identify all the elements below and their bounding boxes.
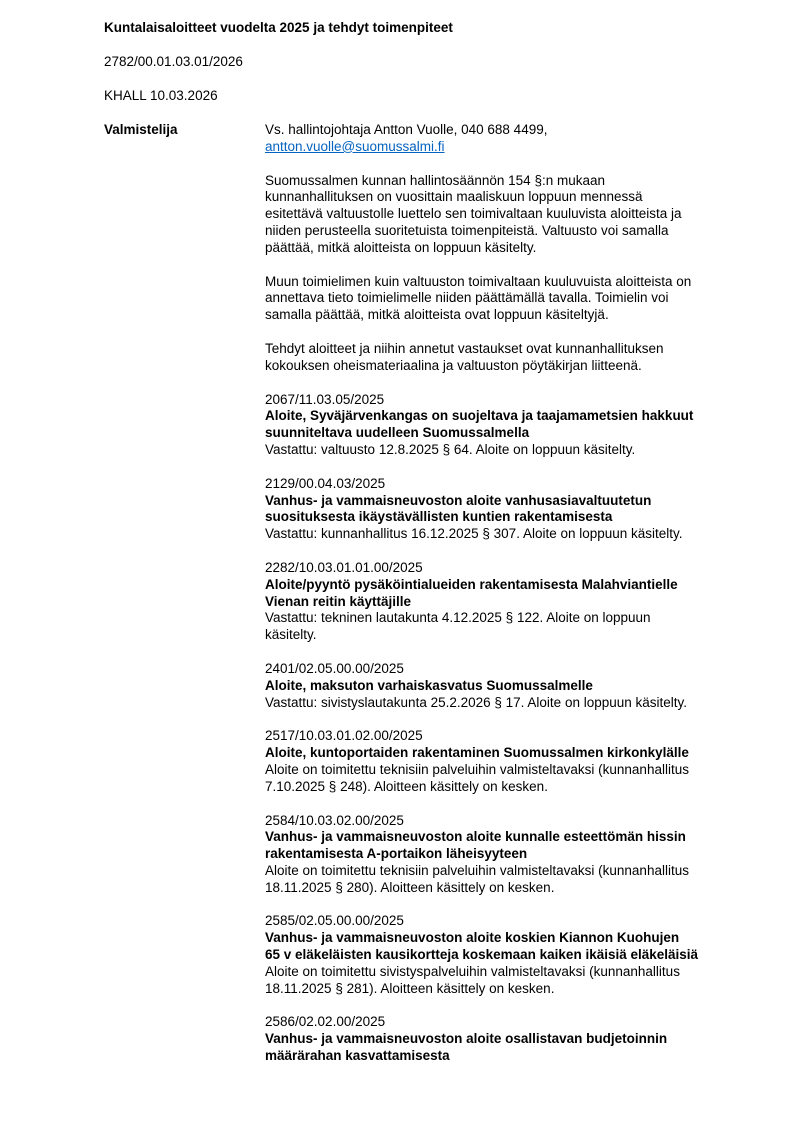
initiative-item [265,392,745,459]
initiative-response-line: Aloite on toimitettu teknisiin palveluihin valmisteltavaksi (kunnanhallitus [265,862,689,878]
initiative-title-line: Vanhus- ja vammaisneuvoston aloite koskien Kiannon Kuohujen [265,930,680,946]
initiative-number: 2067/11.03.05/2025 [265,391,385,407]
initiative-title-line: Vanhus- ja vammaisneuvoston aloite kunnalle esteettömän hissin [265,829,686,845]
initiative-item [265,560,745,644]
document-body [265,122,745,1082]
paragraph-line: Tehdyt aloitteet ja niihin annetut vastaukset ovat kunnanhallituksen [265,340,664,356]
initiative-title [265,745,745,762]
initiative-number: 2129/00.04.03/2025 [265,475,386,491]
intro-paragraph [265,341,745,375]
initiative-title [265,493,745,527]
initiative-response [265,610,745,644]
initiative-title-line: Vanhus- ja vammaisneuvoston aloite vanhusasiavaltuutetun [265,492,652,508]
initiative-title [265,1031,745,1065]
preparer-info [265,122,745,156]
initiative-number: 2586/02.02.00/2025 [265,1014,386,1030]
initiative-item [265,476,745,543]
initiative-response [265,762,745,796]
initiative-title-line: Aloite, kuntoportaiden rakentaminen Suomussalmen kirkonkylälle [265,745,689,761]
initiative-title-line: määrärahan kasvattamisesta [265,1048,450,1064]
paragraph-line: niiden perusteella suoritetuista toimenpiteistä. Valtuusto voi samalla [265,222,669,238]
initiative-number: 2401/02.05.00.00/2025 [265,660,404,676]
initiative-response [265,695,745,712]
initiative-title-line: Aloite, maksuton varhaiskasvatus Suomussalmelle [265,677,593,693]
initiative-title-line: Aloite, Syväjärvenkangas on suojeltava ja taajamametsien hakkuut [265,408,694,424]
initiative-title-line: Vanhus- ja vammaisneuvoston aloite osallistavan budjetoinnin [265,1031,668,1047]
initiative-number: 2584/10.03.02.00/2025 [265,812,404,828]
paragraph-line: päättää, mitkä aloitteista on loppuun käsitelty. [265,239,537,255]
initiative-response-line: Vastattu: sivistyslautakunta 25.2.2026 § 17. Aloite on loppuun käsitelty. [265,694,688,710]
document-number: 2782/00.01.03.01/2026 [104,54,243,69]
initiative-title [265,678,745,695]
initiative-response [265,442,745,459]
paragraph-line: Muun toimielimen kuin valtuuston toimivaltaan kuuluvuista aloitteista on [265,273,692,289]
intro-paragraph [265,173,745,257]
initiative-response-line: 7.10.2025 § 248). Aloitteen käsittely on kesken. [265,778,548,794]
initiative-title-line: suunniteltava uudelleen Suomussalmella [265,425,530,441]
initiative-response [265,526,745,543]
initiative-title-line: 65 v eläkeläisten kausikortteja koskemaan kaiken ikäisiä eläkeläisiä [265,947,699,963]
initiative-title [265,930,745,964]
initiative-item [265,728,745,795]
initiative-title [265,577,745,611]
initiative-number: 2517/10.03.01.02.00/2025 [265,728,423,744]
initiative-item [265,913,745,997]
intro-paragraph [265,274,745,324]
meeting-reference: KHALL 10.03.2026 [104,88,218,103]
preparer-name-phone: Vs. hallintojohtaja Antton Vuolle, 040 688 4499, [265,122,548,137]
initiative-response [265,863,745,897]
preparer-email-link[interactable]: antton.vuolle@suomussalmi.fi [265,138,445,154]
initiative-response-line: Aloite on toimitettu sivistyspalveluihin valmisteltavaksi (kunnanhallitus [265,963,680,979]
initiative-title-line: rakentamisesta A-portaikon läheisyyteen [265,846,528,862]
initiative-title [265,829,745,863]
initiative-response-line: Vastattu: kunnanhallitus 16.12.2025 § 307. Aloite on loppuun käsitelty. [265,526,683,542]
initiatives-list [265,392,745,1065]
initiative-response-line: Aloite on toimitettu teknisiin palveluihin valmisteltavaksi (kunnanhallitus [265,761,689,777]
paragraph-line: Suomussalmen kunnan hallintosäännön 154 §:n mukaan [265,172,605,188]
initiative-title-line: Aloite/pyyntö pysäköintialueiden rakentamisesta Malahviantielle [265,576,678,592]
initiative-response-line: 18.11.2025 § 281). Aloitteen käsittely on kesken. [265,980,555,996]
initiative-title-line: suosituksesta ikäystävällisten kuntien rakentamisesta [265,509,613,525]
initiative-item [265,813,745,897]
paragraph-line: annettava tieto toimielimelle niiden päättämällä tavalla. Toimielin voi [265,290,669,306]
paragraph-line: esitettävä valtuustolle luettelo sen toimivaltaan kuuluvista aloitteista ja [265,206,682,222]
initiative-response [265,964,745,998]
paragraph-line: kokouksen oheismateriaalina ja valtuuston pöytäkirjan liitteenä. [265,357,642,373]
initiative-number: 2585/02.05.00.00/2025 [265,913,404,929]
initiative-response-line: 18.11.2025 § 280). Aloitteen käsittely on kesken. [265,879,555,895]
document-title: Kuntalaisaloitteet vuodelta 2025 ja tehdyt toimenpiteet [104,20,453,35]
preparer-label: Valmistelija [104,122,178,137]
paragraph-line: kunnanhallituksen on vuosittain maaliskuun loppuun mennessä [265,189,643,205]
paragraph-line: samalla päättää, mitkä aloitteista ovat loppuun käsiteltyjä. [265,307,609,323]
initiative-response-line: Vastattu: valtuusto 12.8.2025 § 64. Aloite on loppuun käsitelty. [265,441,636,457]
initiative-number: 2282/10.03.01.01.00/2025 [265,559,423,575]
initiative-response-line: Vastattu: tekninen lautakunta 4.12.2025 § 122. Aloite on loppuun [265,610,651,626]
intro-section [265,173,745,375]
initiative-item [265,661,745,711]
initiative-title-line: Vienan reitin käyttäjille [265,593,412,609]
initiative-item [265,1014,745,1064]
initiative-response-line: käsitelty. [265,627,317,643]
initiative-title [265,408,745,442]
